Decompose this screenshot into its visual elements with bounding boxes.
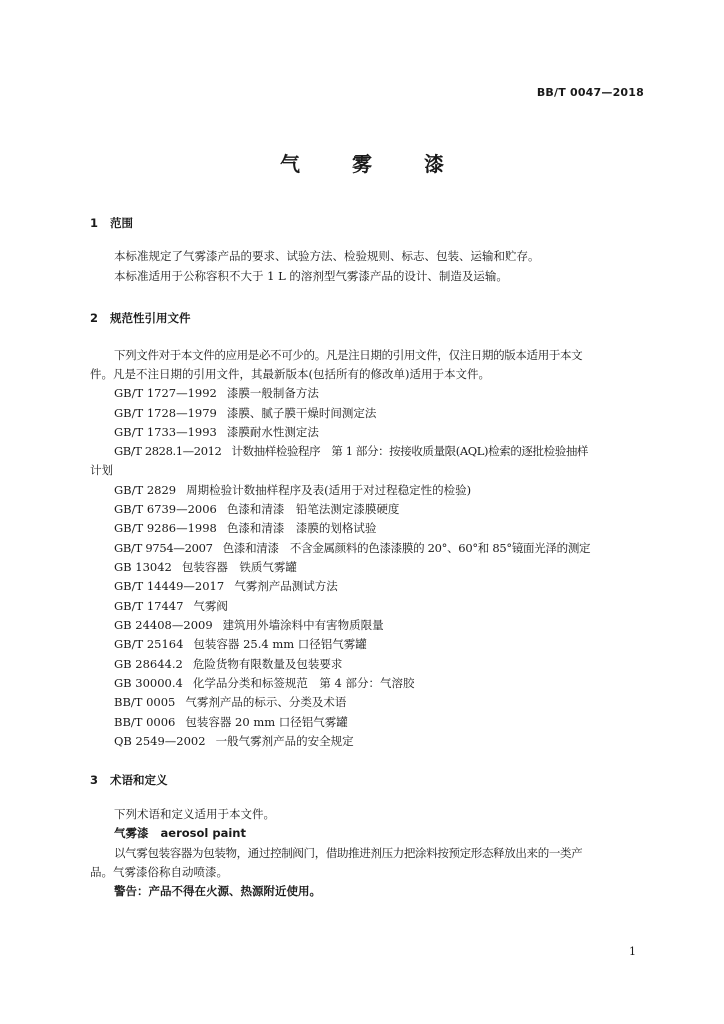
reference-item (114, 521, 376, 535)
reference-title: 色漆和清漆 不含金属颜料的色漆漆膜的 20°、60°和 85°镜面光泽的测定 (222, 541, 591, 555)
reference-title: 漆膜一般制备方法 (226, 386, 319, 400)
reference-code: GB/T 6739—2006 (114, 502, 217, 516)
reference-item (114, 444, 588, 458)
reference-item (114, 560, 297, 574)
reference-code: GB/T 2829 (114, 483, 177, 497)
reference-code: GB/T 9286—1998 (114, 521, 217, 535)
section-1-heading (90, 215, 133, 231)
reference-item (114, 425, 319, 439)
reference-title: 漆膜、腻子膜干燥时间测定法 (226, 406, 377, 420)
title-char: 雾 (352, 152, 372, 176)
reference-title: 包装容器 20 mm 口径铝气雾罐 (185, 715, 348, 729)
reference-title: 色漆和清漆 漆膜的划格试验 (226, 521, 377, 535)
reference-code: GB 30000.4 (114, 676, 183, 690)
reference-title: 气雾阀 (193, 599, 228, 613)
reference-title: 计数抽样检验程序 第 1 部分：按接收质量限(AQL)检索的逐批检验抽样 (231, 444, 589, 458)
reference-code: GB/T 17447 (114, 599, 184, 613)
reference-item (114, 734, 354, 748)
definition-text: 品。气雾漆俗称自动喷漆。 (90, 865, 228, 879)
reference-title: 一般气雾剂产品的安全规定 (215, 734, 354, 748)
paragraph: 下列文件对于本文件的应用是必不可少的。凡是注日期的引用文件，仅注日期的版本适用于本文 (114, 348, 583, 362)
reference-title: 危险货物有限数量及包装要求 (192, 657, 343, 671)
section-2-heading (90, 310, 191, 326)
term-english: aerosol paint (160, 826, 246, 840)
reference-code: GB/T 1728—1979 (114, 406, 217, 420)
reference-code: GB 28644.2 (114, 657, 183, 671)
paragraph: 本标准适用于公称容积不大于 1 L 的溶剂型气雾漆产品的设计、制造及运输。 (114, 269, 508, 283)
section-number: 3 (90, 773, 99, 787)
paragraph: 下列术语和定义适用于本文件。 (114, 807, 275, 821)
reference-code: GB/T 14449—2017 (114, 579, 225, 593)
reference-item (114, 483, 471, 497)
reference-item (114, 541, 590, 555)
reference-item (114, 618, 384, 632)
reference-title: 包装容器 铁质气雾罐 (181, 560, 297, 574)
document-title (0, 148, 724, 177)
reference-title: 包装容器 25.4 mm 口径铝气雾罐 (193, 637, 367, 651)
reference-continuation: 计划 (90, 463, 113, 477)
reference-code: BB/T 0005 (114, 695, 176, 709)
reference-code: BB/T 0006 (114, 715, 176, 729)
reference-title: 建筑用外墙涂料中有害物质限量 (222, 618, 384, 632)
reference-code: GB/T 1733—1993 (114, 425, 217, 439)
section-number: 1 (90, 216, 99, 230)
reference-item (114, 502, 399, 516)
reference-code: GB 24408—2009 (114, 618, 213, 632)
reference-item (114, 657, 342, 671)
reference-item (114, 637, 367, 651)
reference-code: GB/T 25164 (114, 637, 184, 651)
reference-code: GB/T 1727—1992 (114, 386, 217, 400)
reference-item (114, 386, 319, 400)
section-title: 范围 (110, 216, 133, 230)
reference-title: 漆膜耐水性测定法 (226, 425, 319, 439)
reference-code: GB/T 9754—2007 (114, 541, 213, 555)
title-char: 漆 (424, 152, 444, 176)
standard-code: BB/T 0047—2018 (536, 86, 644, 99)
reference-item (114, 676, 415, 690)
page-number: 1 (629, 945, 636, 958)
reference-item (114, 715, 348, 729)
reference-title: 周期检验计数抽样程序及表(适用于对过程稳定性的检验) (186, 483, 472, 497)
term-entry (114, 826, 246, 840)
title-char: 气 (280, 152, 300, 176)
reference-code: GB 13042 (114, 560, 172, 574)
section-3-heading (90, 772, 168, 788)
definition-text: 以气雾包装容器为包装物，通过控制阀门，借助推进剂压力把涂料按预定形态释放出来的一类产 (114, 846, 583, 860)
warning-text: 警告：产品不得在火源、热源附近使用。 (114, 884, 321, 898)
term-chinese: 气雾漆 (114, 826, 149, 840)
paragraph: 件。凡是不注日期的引用文件，其最新版本(包括所有的修改单)适用于本文件。 (90, 367, 490, 381)
reference-title: 化学品分类和标签规范 第 4 部分：气溶胶 (192, 676, 415, 690)
paragraph: 本标准规定了气雾漆产品的要求、试验方法、检验规则、标志、包装、运输和贮存。 (114, 249, 540, 263)
reference-item (114, 579, 338, 593)
reference-code: QB 2549—2002 (114, 734, 206, 748)
reference-title: 气雾剂产品测试方法 (234, 579, 338, 593)
reference-item (114, 406, 376, 420)
reference-title: 气雾剂产品的标示、分类及术语 (185, 695, 347, 709)
reference-title: 色漆和清漆 铅笔法测定漆膜硬度 (226, 502, 400, 516)
section-title: 规范性引用文件 (110, 311, 191, 325)
reference-item (114, 695, 346, 709)
section-number: 2 (90, 311, 99, 325)
reference-item (114, 599, 228, 613)
section-title: 术语和定义 (110, 773, 168, 787)
reference-code: GB/T 2828.1—2012 (114, 444, 222, 458)
